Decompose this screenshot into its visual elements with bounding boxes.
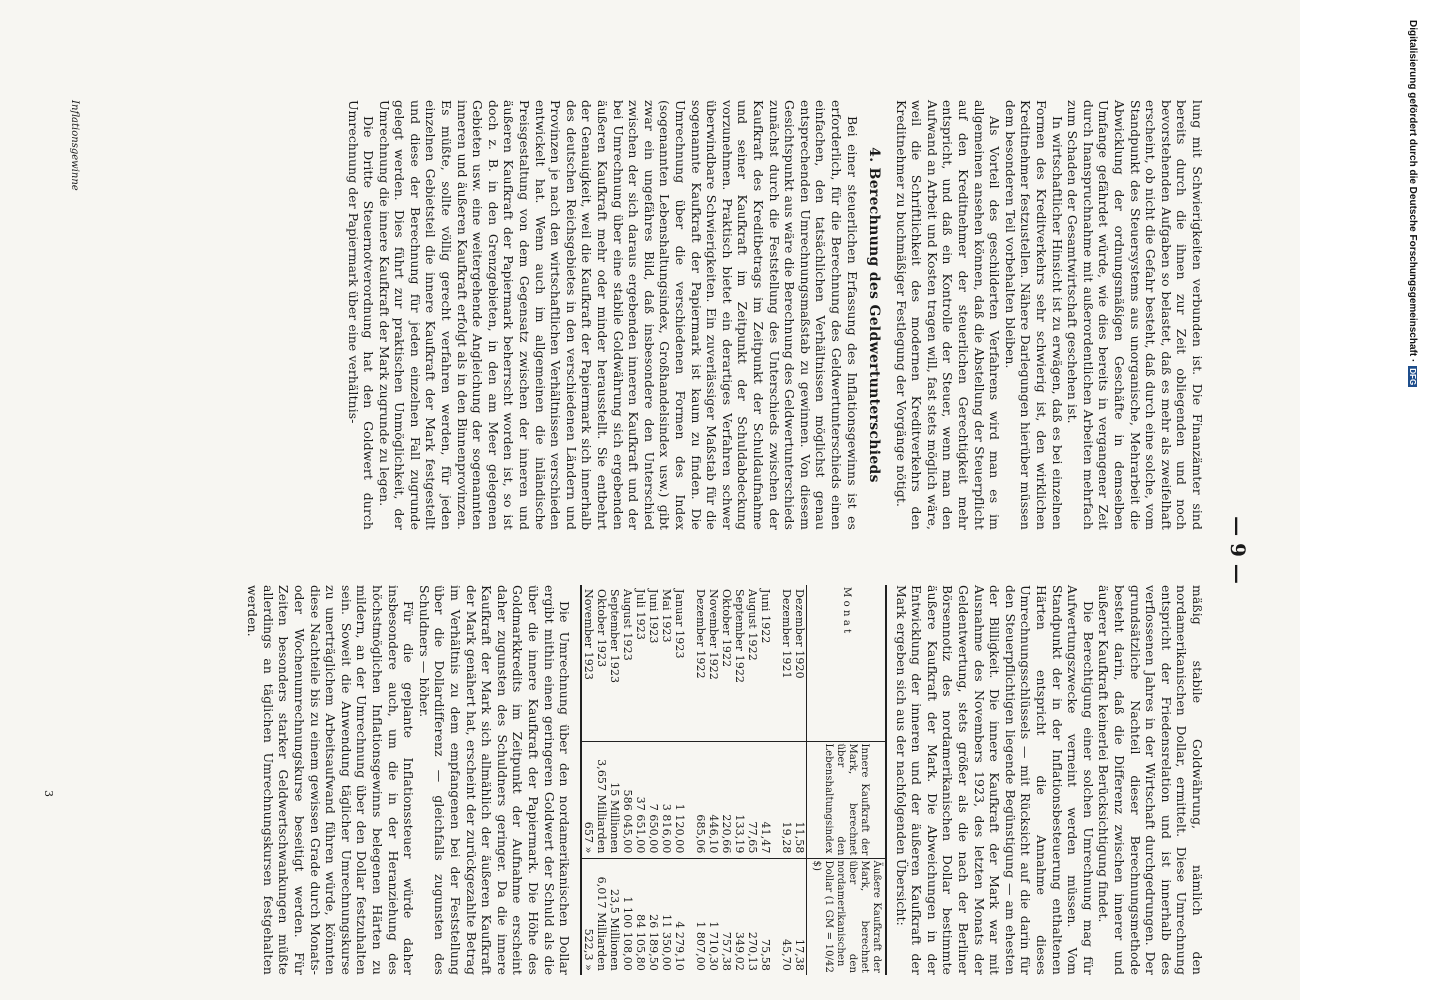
table-cell-inner: 446,10 bbox=[707, 741, 720, 858]
table-cell-outer: 4 279,10 bbox=[673, 858, 686, 975]
table-cell-month: November 1922 bbox=[707, 589, 721, 681]
table-cell-month: September 1922 bbox=[733, 589, 747, 684]
table-cell-inner: 11,58 bbox=[793, 741, 807, 858]
table-cell-inner: 133,19 bbox=[733, 741, 746, 858]
table-cell-outer: 84 105,80 bbox=[634, 858, 647, 975]
table-cell-month: Dezember 1920 bbox=[793, 589, 807, 679]
section-heading: 4. Berechnung des Geldwertunterschieds bbox=[866, 147, 883, 483]
table-row bbox=[793, 585, 807, 975]
table-row bbox=[673, 585, 686, 975]
paragraph: mäßig stabile Goldwährung, nämlich den nordamerikanischen Dollar, ermittelt. Diese Umrechnung entspricht der Friedensrelation und ist innerhalb des verflossenen Jahres in der Wirtschaft durchgedrungen. Der grundsätzliche Nachteil dieser Berechnungsmethode besteht darin, daß die Differenz zwischen innerer und äußerer Kaufkraft keinerlei Berücksichtigung findet. bbox=[1096, 585, 1205, 975]
table-row bbox=[660, 585, 673, 975]
left-column bbox=[345, 100, 1205, 530]
table-cell-outer: 17,38 bbox=[793, 858, 807, 975]
footer-label: Inflationsgewinne bbox=[69, 100, 80, 191]
table-header-month: M o n a t bbox=[807, 585, 887, 741]
table-row bbox=[720, 585, 733, 975]
table-cell-month: Mai 1923 bbox=[660, 589, 674, 643]
table-cell-month: Juni 1923 bbox=[647, 589, 661, 644]
footer-page-number: 3 bbox=[42, 790, 55, 797]
table-cell-month: September 1923 bbox=[608, 589, 622, 684]
table-cell-outer: 45,70 bbox=[780, 858, 793, 975]
table-cell-outer: 522,3 » bbox=[581, 858, 595, 975]
table-spacer-cell bbox=[772, 741, 780, 858]
table-cell-month: August 1922 bbox=[746, 589, 760, 661]
table-row bbox=[621, 585, 634, 975]
digitization-credit bbox=[1406, 20, 1418, 1000]
paragraph: Als Vorteil des geschilderten Verfahrens wird man es im allgemeinen ansehen können, daß die Abstellung der Steuerpflicht auf den Kreditnehmer der steuerlichen Gerechtigkeit mehr entspricht, und daß ein Kontrolle der Steuer, wenn man den Aufwand an Arbeit und Kosten tragen will, fast stets möglich wäre, weil die Schriftlichkeit des modernen Kreditverkehrs den Kreditnehmer zu buchmäßiger Festlegung der Vorgänge nötigt. bbox=[893, 100, 1003, 530]
table-header-inner: Innere Kaufkraft der Mark, berechnet über den Lebenshaltungsindex bbox=[807, 741, 887, 858]
table-cell-inner: 685,06 bbox=[694, 741, 707, 858]
table-cell-inner: 19,28 bbox=[780, 741, 793, 858]
paragraph: lung mit Schwierigkeiten verbunden ist. Die Finanzämter sind bereits durch die ihnen zur Zeit obliegenden und noch bevorstehenden Aufgaben so belastet, daß es mehr als zweifelhaft erscheint, ob nicht die Gefahr besteht, daß durch eine solche, vom Standpunkt des Steuersystems aus unorganische, Mehrarbeit die Abwicklung der ordnungsmäßigen Geschäfte in demselben Umfange gefährdet würde, wie dies bereits in vergangener Zeit durch Inanspruchnahme mit außerordentlichen Arbeiten mehrfach zum Schaden der Gesamtwirtschaft geschehen ist. bbox=[1065, 100, 1205, 530]
table-cell-month: Juni 1922 bbox=[759, 589, 773, 644]
table-cell-inner: 41,47 bbox=[759, 741, 772, 858]
paragraph: Für die geplante Inflationssteuer würde daher insbesondere auch, um die in der Heranziehung des höchstmöglichen Inflationsgewinns belegenen Härten zu mildern, an der Umrechnung über den Dollar festzuhalten sein. Soweit die Anwendung täglicher Umrechnungskurse zu unerträglichem Arbeitsaufwand führen würde, könnten diese Nachteile bis zu einem gewissen Grade durch Monats- oder Wochenumrechnungskurse beseitigt werden. Für Zeiten besonders starker Geldwertschwankungen müßte allerdings an täglichen Umrechnungskursen festgehalten werden. bbox=[245, 585, 417, 975]
purchasing-power-table bbox=[580, 585, 887, 975]
table-cell-month: Oktober 1923 bbox=[595, 589, 609, 668]
dfg-logo: DFG bbox=[1408, 368, 1417, 386]
table-cell-month: Dezember 1921 bbox=[780, 589, 794, 679]
table-cell-month: Januar 1923 bbox=[673, 589, 687, 659]
table-cell-outer: 26 189,50 bbox=[647, 858, 660, 975]
table-row bbox=[581, 585, 595, 975]
table-cell-outer: 1 710,30 bbox=[707, 858, 720, 975]
table-cell-outer: 1 100 108,00 bbox=[621, 858, 634, 975]
paragraph: Bei einer steuerlichen Erfassung des Inflationsgewinns ist es erforderlich, für die Berechnung des Geldwertunterschieds einen einfachen, den tatsächlichen Verhältnissen möglichst genau entsprechenden Umrechnungsmaßstab zu gewinnen. Von diesem Gesichtspunkt aus wäre die Berechnung des Geldwertunterschieds zunächst durch die Feststellung des Unterschieds zwischen der Kaufkraft des Kreditbetrags im Zeitpunkt der Schuldaufnahme und seiner Kaufkraft im Zeitpunkt der Schuldabdeckung vorzunehmen. Praktisch bietet ein derartiges Verfahren schwer überwindbare Schwierigkeiten. Ein zuverlässiger Maßstab für die sogenannte Kaufkraft der Papiermark ist kaum zu finden. Die Umrechnung über die verschiedenen Formen des Index (sogenannten Lebenshaltungsindex, Großhandelsindex usw.) gibt zwar ein ungefähres Bild, daß insbesondere den Unterschied zwischen der sich daraus ergebenden inneren Kaufkraft und der bei Umrechnung über eine stabile Goldwährung sich ergebenden äußeren Kaufkraft mehr oder minder herausstellt. Sie entbehrt der Genauigkeit, weil die Kaufkraft der Papiermark sich innerhalb des deutschen Reichsgebietes in den verschiedenen Ländern und Provinzen je nach den wirtschaftlichen Verhältnissen verschieden entwickelt hat. Wenn auch im allgemeinen die inländische Preisgestaltung von dem Gegensatz zwischen der inneren und äußeren Kaufkraft der Papiermark beherrscht worden ist, so ist doch z. B. in den Grenzgebieten, in den am Meer gelegenen Gebieten usw. eine weitergehende Angleichung der sogenannten inneren und äußeren Kaufkraft erfolgt als in den Binnenprovinzen. Es müßte, sollte völlig gerecht verfahren werden, für jeden einzelnen Gebietsteil die innere Kaufkraft der Mark festgestellt und diese der Berechnung für jeden einzelnen Fall zugrunde gelegt werden. Dies führt zur praktischen Unmöglichkeit, der Umrechnung die innere Kaufkraft der Mark zugrunde zu legen. bbox=[376, 100, 860, 530]
table-row bbox=[780, 585, 793, 975]
table-cell-inner: 37 651,00 bbox=[634, 741, 647, 858]
right-column bbox=[245, 585, 1205, 975]
paragraph: Die Berechtigung einer solchen Umrechnung mag für Aufwertungszwecke verneint werden müssen. Vom Standpunkt der in der Inflationsbesteuerung enthaltenen Härten entspricht die Annahme dieses Umrechnungsschlüssels — mit Rücksicht auf die darin für den Steuerpflichtigen liegende Begünstigung — am ehesten der Billigkeit. Die innere Kaufkraft der Mark war mit Ausnahme des Novembers 1923, des letzten Monats der Geldentwertung, stets größer als die nach der Berliner Börsennotiz des nordamerikanischen Dollar bestimmte äußere Kaufkraft der Mark. Die Abweichungen in der Entwicklung der inneren und der äußeren Kaufkraft der Mark ergeben sich aus der nachfolgenden Übersicht: bbox=[893, 585, 1096, 975]
table-spacer-cell bbox=[772, 858, 780, 975]
table-cell-outer: 23,5 Millionen bbox=[608, 858, 621, 975]
table-spacer-cell bbox=[686, 741, 694, 858]
table-cell-outer: 270,13 bbox=[746, 858, 759, 975]
table-row bbox=[647, 585, 660, 975]
table-row bbox=[759, 585, 772, 975]
paragraph: Die Umrechnung über den nordamerikanischen Dollar ergibt mithin einen geringeren Goldwert der Schuld als die über die innere Kaufkraft der Papiermark. Die Höhe des Goldmarkkredits im Zeitpunkt der Aufnahme erscheint daher zugunsten des Schuldners geringer. Da die innere Kaufkraft der Mark sich allmählich der äußeren Kaufkraft der Mark genähert hat, erscheint der zurückgezahlte Betrag im Verhältnis zu dem empfangenen bei der Feststellung über die Dollardifferenz — gleichfalls zugunsten des Schuldners — höher. bbox=[416, 585, 573, 975]
table-spacer-cell bbox=[772, 585, 780, 741]
table-cell-inner: 3,657 Milliarden bbox=[595, 741, 608, 858]
table-row bbox=[608, 585, 621, 975]
table-cell-outer: 1 807,00 bbox=[694, 858, 707, 975]
table-cell-inner: 657 » bbox=[581, 741, 595, 858]
table-row bbox=[634, 585, 647, 975]
table-spacer-row bbox=[772, 585, 780, 975]
table-body bbox=[581, 585, 807, 975]
table-cell-inner: 586 045,00 bbox=[621, 741, 634, 858]
table-cell-outer: 757,38 bbox=[720, 858, 733, 975]
table-cell-outer: 75,58 bbox=[759, 858, 772, 975]
table-spacer-row bbox=[686, 585, 694, 975]
table-cell-inner: 77,65 bbox=[746, 741, 759, 858]
paragraph: In wirtschaftlicher Hinsicht ist zu erwägen, daß es bei einzelnen Formen des Kreditverkehrs sehr schwierig ist, den wirklichen Kreditnehmer festzustellen. Nähere Darlegungen hierüber müssen dem besonderen Teil vorbehalten bleiben. bbox=[1002, 100, 1065, 530]
credit-text: Digitalisierung gefördert durch die Deutsche Forschungsgemeinschaft · bbox=[1407, 20, 1418, 363]
table-cell-month: August 1923 bbox=[621, 589, 635, 661]
table-cell-month: Dezember 1922 bbox=[694, 589, 708, 679]
table-cell-outer: 349,02 bbox=[733, 858, 746, 975]
table-cell-inner: 3 816,00 bbox=[660, 741, 673, 858]
table-cell-month: November 1923 bbox=[581, 585, 595, 741]
table-cell-inner: 7 650,00 bbox=[647, 741, 660, 858]
table-spacer-cell bbox=[686, 585, 694, 741]
table-cell-inner: 15 Millionen bbox=[608, 741, 621, 858]
table-cell-month: Juli 1923 bbox=[634, 589, 648, 640]
table-cell-outer: 11 350,00 bbox=[660, 858, 673, 975]
table-spacer-cell bbox=[686, 858, 694, 975]
table-cell-inner: 220,66 bbox=[720, 741, 733, 858]
table-row bbox=[733, 585, 746, 975]
table-cell-month: Oktober 1922 bbox=[720, 589, 734, 668]
table-row bbox=[595, 585, 608, 975]
paragraph: Die Dritte Steuernotverordnung hat den Goldwert durch Umrechnung der Papiermark über eine verhältnis- bbox=[345, 100, 377, 530]
page-number: — 9 — bbox=[1226, 516, 1250, 584]
table-row bbox=[746, 585, 759, 975]
table-header-outer: Äußere Kaufkraft der Mark, berechnet über den nordamerikanischen Dollar (1 GM = 10/42 $) bbox=[807, 858, 887, 975]
table-row bbox=[694, 585, 707, 975]
table-row bbox=[707, 585, 720, 975]
table-cell-outer: 6,017 Milliarden bbox=[595, 858, 608, 975]
table-cell-inner: 1 120,00 bbox=[673, 741, 686, 858]
